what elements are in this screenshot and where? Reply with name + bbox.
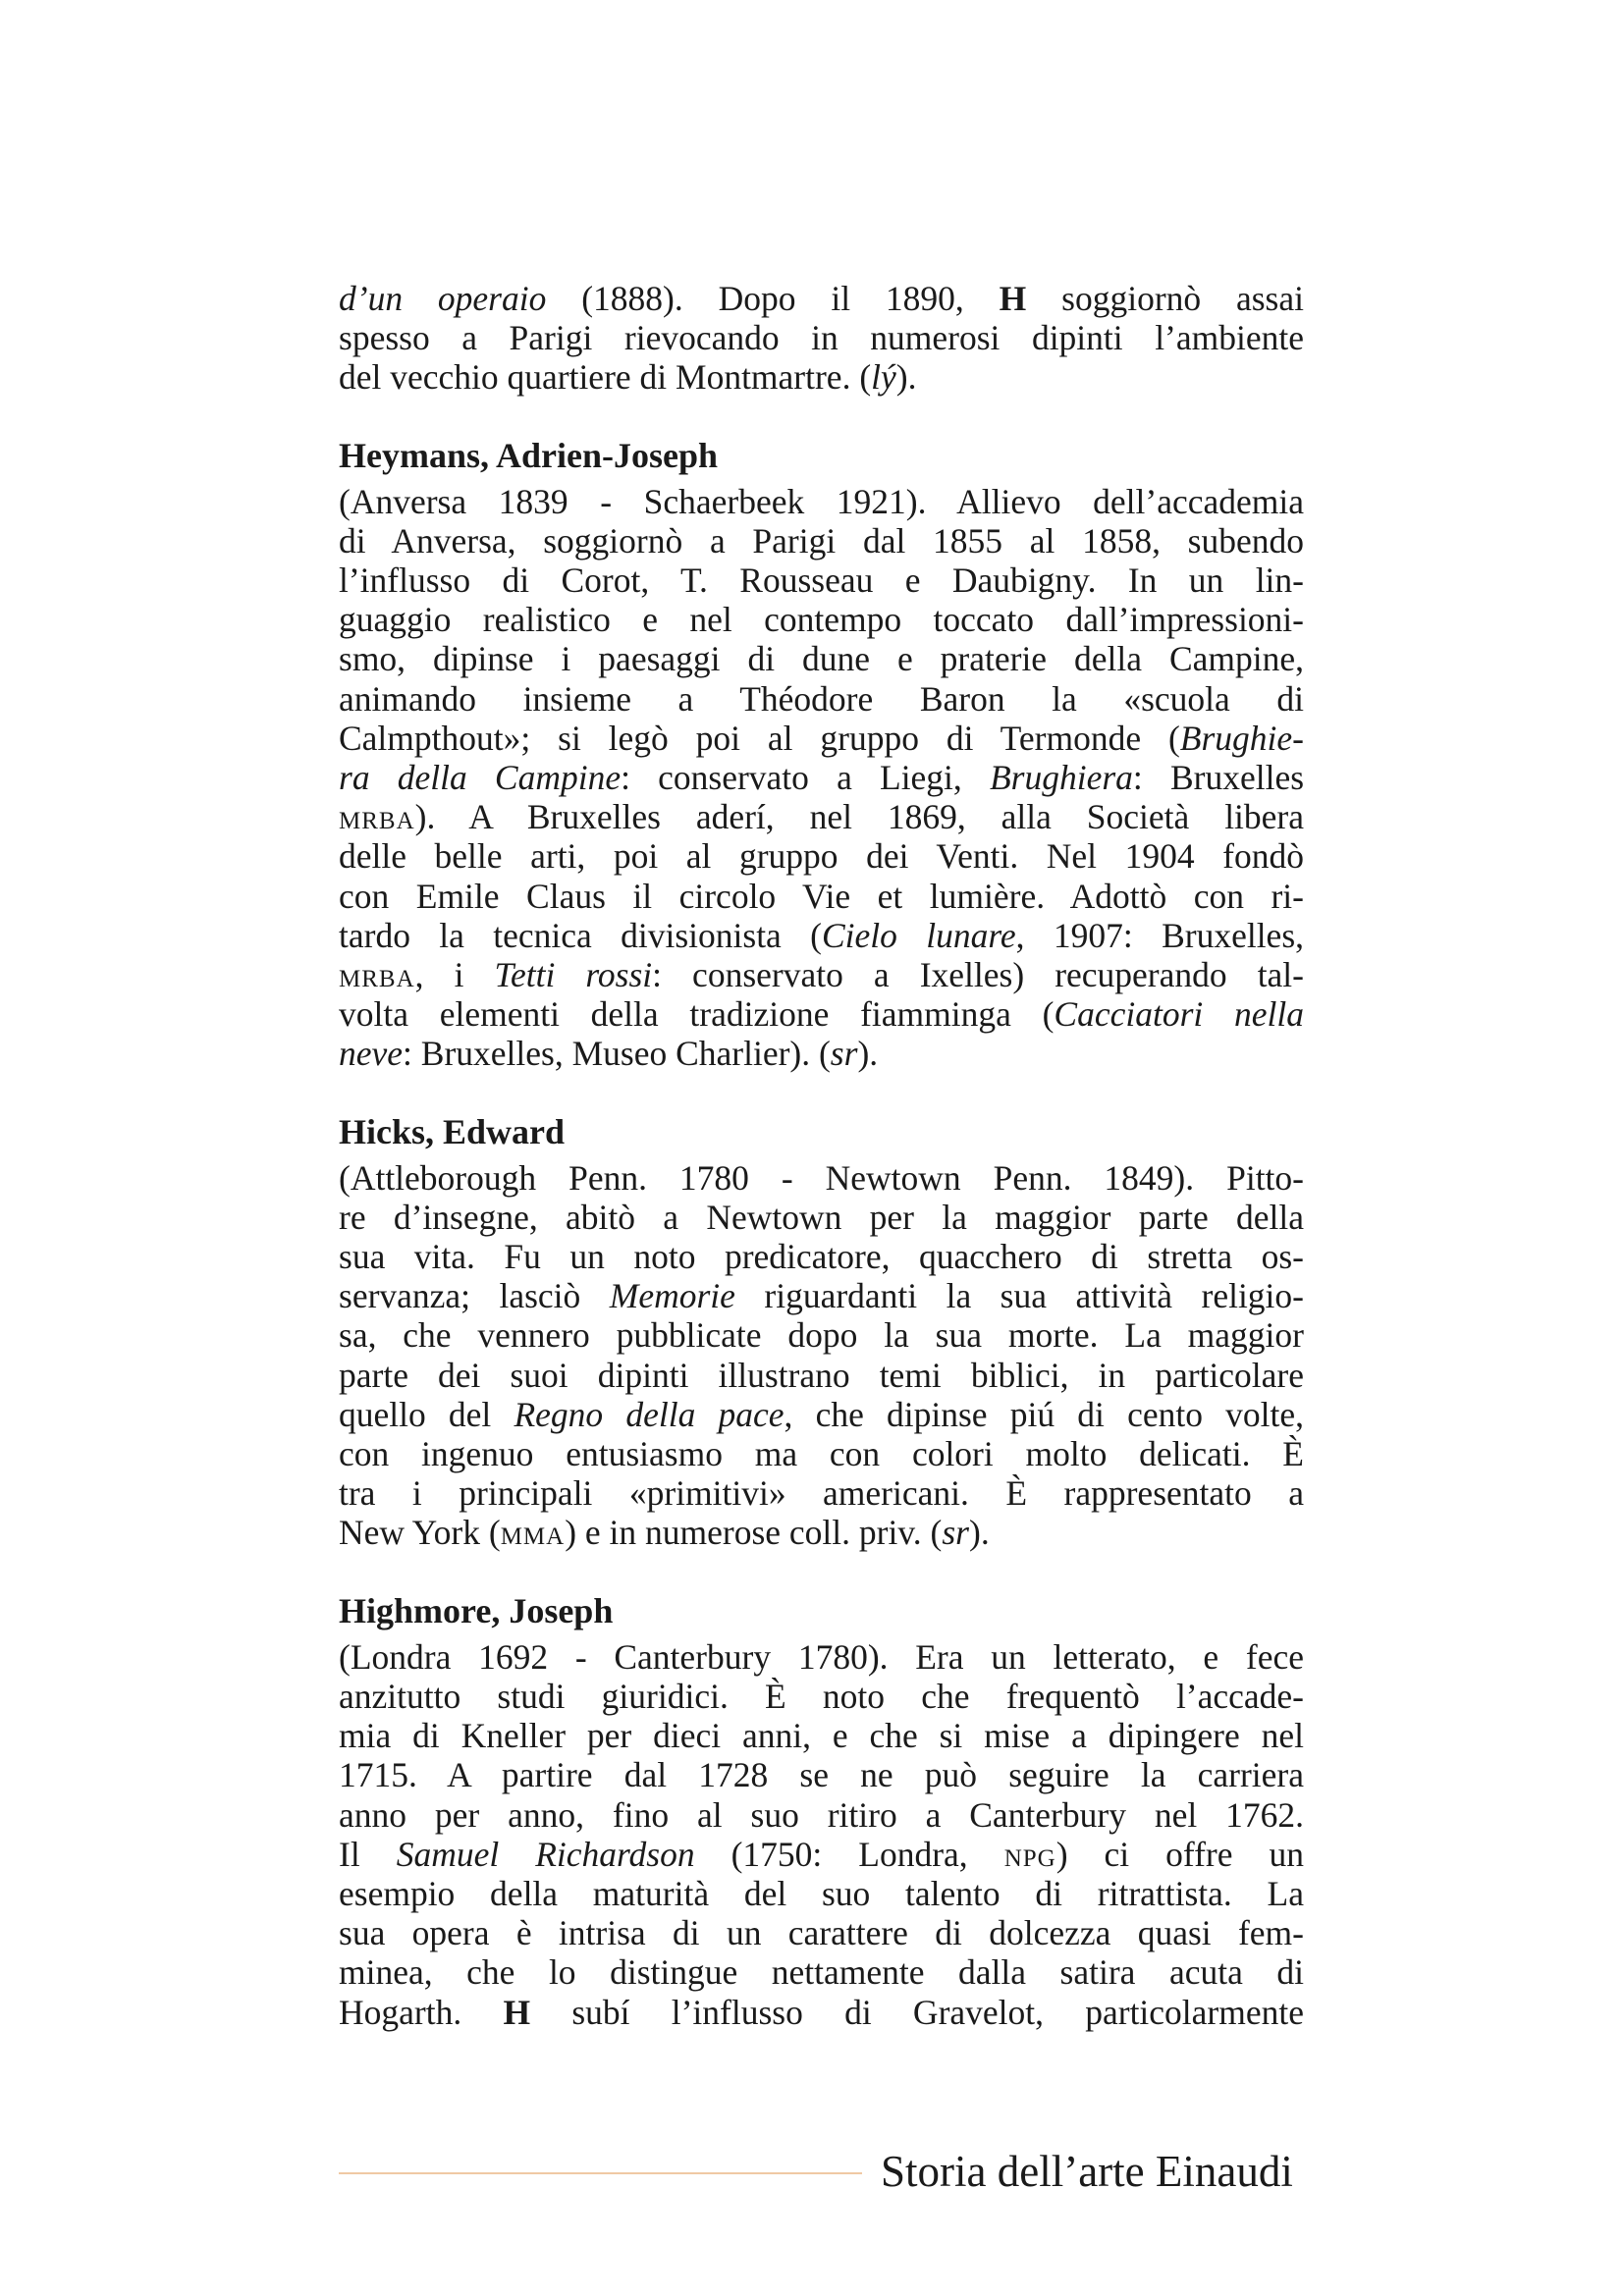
text-line: guaggio realistico e nel contempo toccato dall’impressioni- xyxy=(339,600,1304,640)
text-line: (Attleborough Penn. 1780 - Newtown Penn. 1849). Pitto- xyxy=(339,1157,1304,1198)
entry-heading: Highmore, Joseph xyxy=(339,1590,614,1630)
text-line: spesso a Parigi rievocando in numerosi dipinti l’ambiente xyxy=(339,318,1304,358)
biography-entry xyxy=(339,1111,1304,1553)
text-line: Calmpthout»; si legò poi al gruppo di Termonde (Brughie- xyxy=(339,718,1304,758)
page-body xyxy=(339,279,1304,2032)
entry-heading: Hicks, Edward xyxy=(339,1111,566,1151)
text-line: del vecchio quartiere di Montmartre. (lý). xyxy=(339,357,917,398)
text-line: minea, che lo distingue nettamente dalla satira acuta di xyxy=(339,1952,1304,1993)
text-line: d’un operaio (1888). Dopo il 1890, H soggiornò assai xyxy=(339,279,1304,318)
text-line: servanza; lasciò Memorie riguardanti la sua attività religio- xyxy=(339,1276,1304,1316)
intro-paragraph xyxy=(339,279,1304,398)
text-line: mrba). A Bruxelles aderí, nel 1869, alla Società libera xyxy=(339,797,1304,837)
biography-entry xyxy=(339,1590,1304,2032)
footer-rule xyxy=(339,2172,862,2174)
text-line: con Emile Claus il circolo Vie et lumière. Adottò con ri- xyxy=(339,876,1304,916)
text-line: (Londra 1692 - Canterbury 1780). Era un letterato, e fece xyxy=(339,1636,1304,1677)
text-line: sua vita. Fu un noto predicatore, quacchero di stretta os- xyxy=(339,1237,1304,1277)
text-line: New York (mma) e in numerose coll. priv. (sr). xyxy=(339,1513,990,1553)
text-line: ra della Campine: conservato a Liegi, Brughiera: Bruxelles xyxy=(339,758,1305,798)
text-line: esempio della maturità del suo talento di ritrattista. La xyxy=(339,1873,1304,1913)
text-line: tardo la tecnica divisionista (Cielo lunare, 1907: Bruxelles, xyxy=(339,915,1305,955)
text-line: (Anversa 1839 - Schaerbeek 1921). Allievo dell’accademia xyxy=(339,481,1304,521)
text-line: sua opera è intrisa di un carattere di dolcezza quasi fem- xyxy=(339,1913,1304,1953)
entry-text xyxy=(339,1637,1304,2032)
text-line: neve: Bruxelles, Museo Charlier). (sr). xyxy=(339,1034,879,1074)
footer-title: Storia dell’arte Einaudi xyxy=(881,2147,1293,2196)
biography-entry xyxy=(339,435,1304,1074)
text-line: delle belle arti, poi al gruppo dei Venti. Nel 1904 fondò xyxy=(339,836,1304,877)
text-line: Hogarth. H subí l’influsso di Gravelot, particolarmente xyxy=(339,1992,1304,2032)
text-line: anno per anno, fino al suo ritiro a Canterbury nel 1762. xyxy=(339,1794,1304,1835)
text-line: re d’insegne, abitò a Newtown per la maggior parte della xyxy=(339,1197,1304,1237)
text-line: di Anversa, soggiornò a Parigi dal 1855 al 1858, subendo xyxy=(339,520,1304,561)
text-line: l’influsso di Corot, T. Rousseau e Daubigny. In un lin- xyxy=(339,561,1304,601)
text-line: con ingenuo entusiasmo ma con colori molto delicati. È xyxy=(339,1434,1304,1474)
text-line: sa, che vennero pubblicate dopo la sua morte. La maggior xyxy=(339,1315,1304,1356)
text-line: volta elementi della tradizione fiamminga (Cacciatori nella xyxy=(339,994,1304,1035)
text-line: mia di Kneller per dieci anni, e che si mise a dipingere nel xyxy=(339,1716,1304,1756)
text-line: animando insieme a Théodore Baron la «scuola di xyxy=(339,678,1304,719)
text-line: parte dei suoi dipinti illustrano temi biblici, in particolare xyxy=(339,1355,1304,1395)
text-line: Il Samuel Richardson (1750: Londra, npg) ci offre un xyxy=(339,1834,1305,1874)
entries-list xyxy=(339,435,1304,2032)
text-line: mrba, i Tetti rossi: conservato a Ixelles) recuperando tal- xyxy=(339,955,1304,995)
text-line: quello del Regno della pace, che dipinse piú di cento volte, xyxy=(339,1394,1304,1434)
text-line: tra i principali «primitivi» americani. È rappresentato a xyxy=(339,1473,1304,1514)
entry-heading: Heymans, Adrien-Joseph xyxy=(339,435,719,475)
entry-text xyxy=(339,1158,1304,1553)
entry-text xyxy=(339,482,1304,1074)
text-line: 1715. A partire dal 1728 se ne può seguire la carriera xyxy=(339,1755,1304,1795)
text-line: anzitutto studi giuridici. È noto che frequentò l’accade- xyxy=(339,1676,1304,1716)
text-line: smo, dipinse i paesaggi di dune e praterie della Campine, xyxy=(339,639,1304,679)
